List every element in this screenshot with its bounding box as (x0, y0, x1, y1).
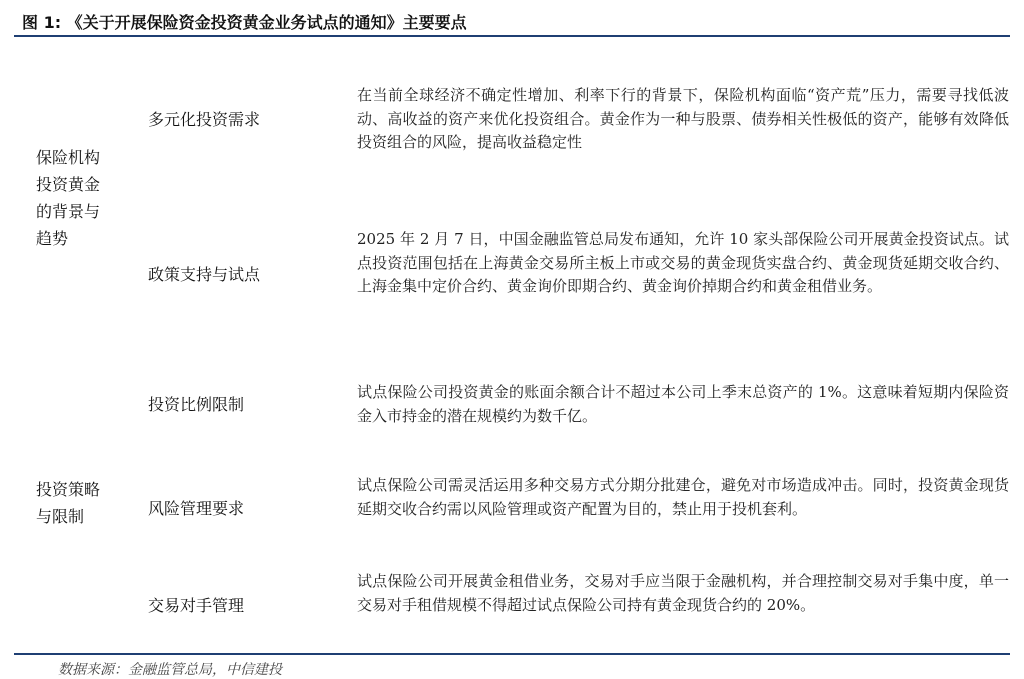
item-risk-management: 风险管理要求 (148, 499, 245, 518)
data-source-note: 数据来源：金融监管总局，中信建投 (58, 662, 282, 678)
category-background-trend: 保险机构 投资黄金 的背景与 趋势 (36, 148, 101, 248)
description-investment-ratio-limit: 试点保险公司投资黄金的账面余额合计不超过本公司上季末总资产的 1%。这意味着短期内保险资金入市持金的潜在规模约为数千亿。 (357, 383, 1009, 425)
bottom-rule (14, 653, 1010, 655)
figure-title: 图 1: 《关于开展保险资金投资黄金业务试点的通知》主要要点 (22, 13, 467, 32)
description-counterparty-management: 试点保险公司开展黄金租借业务，交易对手应当限于金融机构，并合理控制交易对手集中度，单一交易对手租借规模不得超过试点保险公司持有黄金现货合约的 20%。 (357, 572, 1009, 614)
top-rule (14, 35, 1010, 37)
description-diversified-demand: 在当前全球经济不确定性增加、利率下行的背景下，保险机构面临“资产荒”压力，需要寻找低波动、高收益的资产来优化投资组合。黄金作为一种与股票、债券相关性极低的资产，能够有效降低投资组合的风险，提高收益稳定性 (357, 86, 1009, 151)
item-counterparty-management: 交易对手管理 (148, 596, 245, 615)
description-policy-support: 2025 年 2 月 7 日，中国金融监管总局发布通知，允许 10 家头部保险公司开展黄金投资试点。试点投资范围包括在上海黄金交易所主板上市或交易的黄金现货实盘合约、黄金现货延期交收合约、上海金集中定价合约、黄金询价即期合约、黄金询价掉期合约和黄金租借业务。 (357, 230, 1009, 295)
category-strategy-limits: 投资策略 与限制 (36, 480, 101, 526)
item-policy-support: 政策支持与试点 (148, 265, 261, 284)
item-investment-ratio-limit: 投资比例限制 (148, 395, 245, 414)
item-diversified-demand: 多元化投资需求 (148, 110, 261, 129)
description-risk-management: 试点保险公司需灵活运用多种交易方式分期分批建仓，避免对市场造成冲击。同时，投资黄金现货延期交收合约需以风险管理或资产配置为目的，禁止用于投机套利。 (357, 476, 1009, 518)
